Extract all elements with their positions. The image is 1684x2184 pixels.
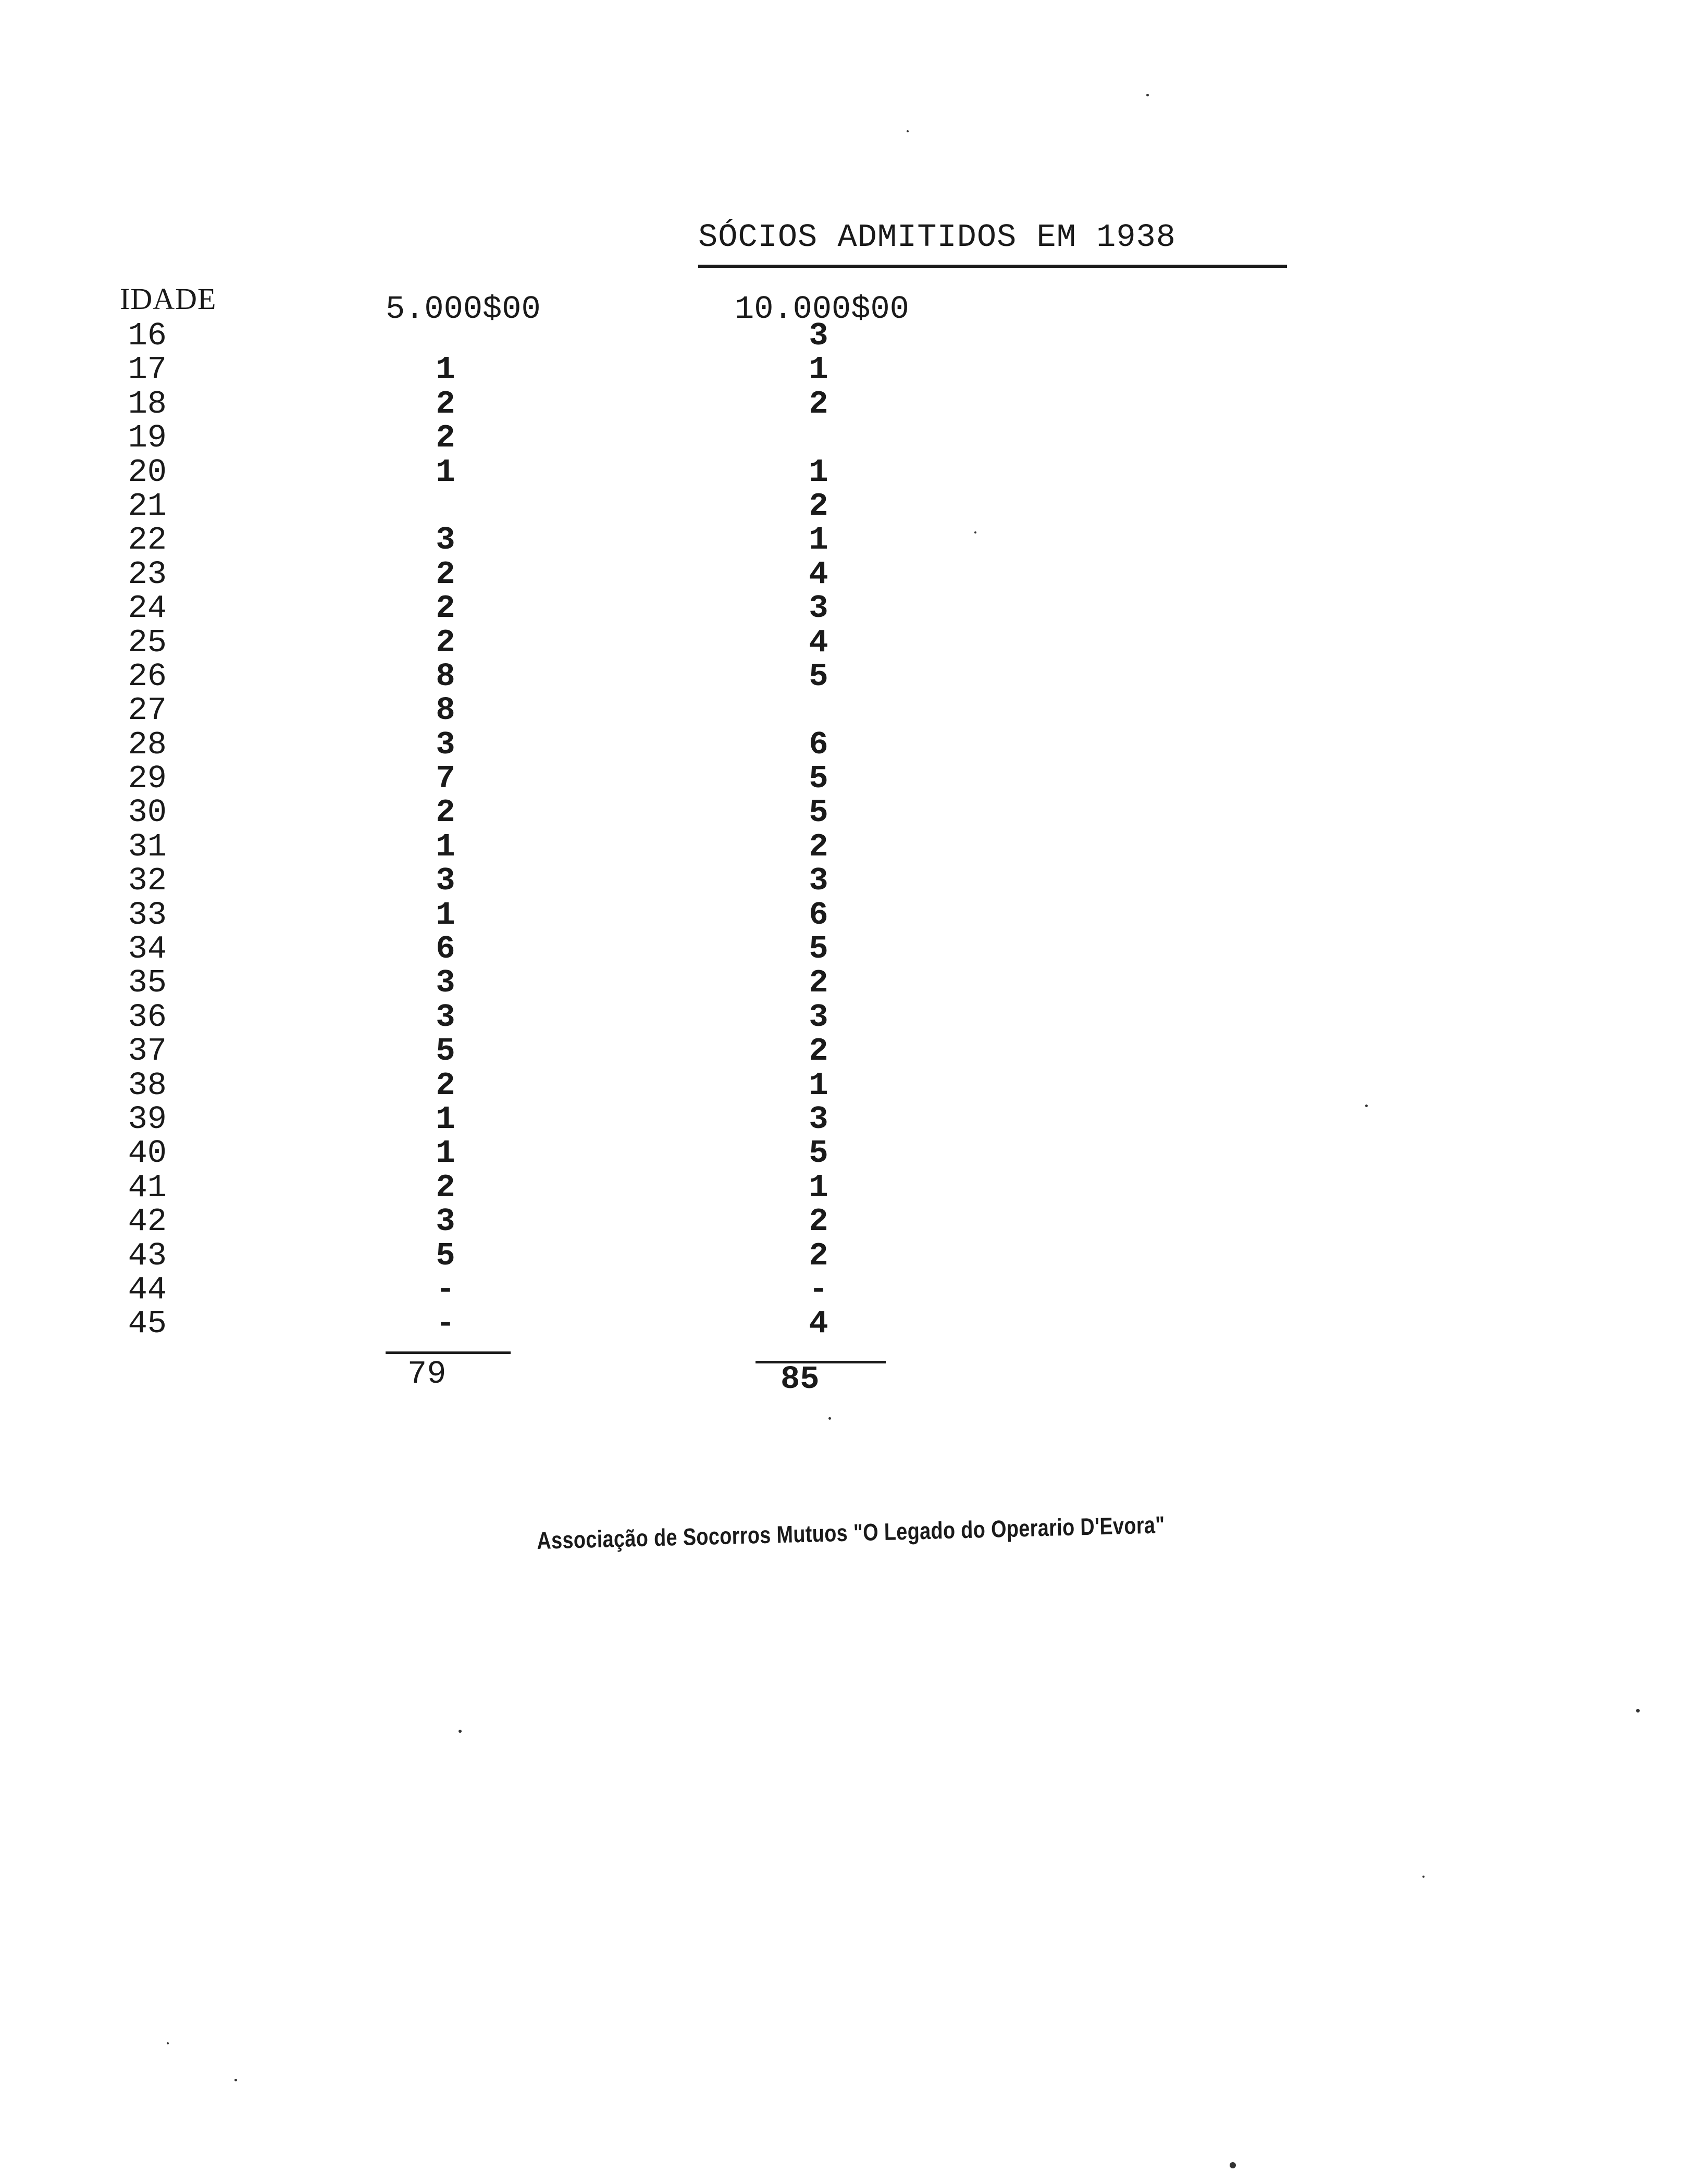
total-10000: 85: [781, 1361, 820, 1398]
age-cell: 42: [128, 1203, 167, 1240]
scan-speck: [1146, 94, 1149, 96]
count-5000-cell: 1: [436, 453, 455, 491]
age-cell: 36: [128, 998, 167, 1036]
count-5000-cell: 2: [436, 794, 455, 832]
count-10000-cell: 4: [809, 555, 828, 593]
count-5000-cell: 1: [436, 351, 455, 389]
age-cell: 37: [128, 1033, 167, 1070]
count-10000-cell: 2: [809, 828, 828, 865]
column-5000-values: [432, 319, 459, 1341]
age-cell: 38: [128, 1066, 167, 1104]
count-5000-cell: 2: [436, 1169, 455, 1206]
count-5000-cell: 3: [436, 1203, 455, 1240]
count-5000-cell: 5: [436, 1033, 455, 1070]
count-5000-cell: 1: [436, 1100, 455, 1138]
age-cell: 18: [128, 385, 167, 423]
count-10000-cell: 4: [809, 1305, 828, 1343]
scan-speck: [167, 2042, 169, 2044]
title-underline: [698, 265, 1287, 268]
count-10000-cell: 3: [809, 590, 828, 627]
age-cell: 20: [128, 453, 167, 491]
age-cell: 23: [128, 555, 167, 593]
count-5000-cell: 2: [436, 624, 455, 661]
age-cell: 28: [128, 726, 167, 763]
count-5000-cell: 8: [436, 657, 455, 695]
count-5000-cell: 2: [436, 419, 455, 457]
count-10000-cell: 1: [809, 351, 828, 389]
count-10000-cell: 5: [809, 930, 828, 968]
count-10000-cell: 6: [809, 726, 828, 763]
age-cell: 26: [128, 657, 167, 695]
age-cell: 40: [128, 1135, 167, 1172]
count-10000-cell: 5: [809, 657, 828, 695]
count-10000-cell: [806, 693, 832, 727]
count-5000-cell: 1: [436, 828, 455, 865]
count-5000-cell: 3: [436, 862, 455, 900]
count-10000-cell: 3: [809, 998, 828, 1036]
age-cell: 31: [128, 828, 167, 865]
age-cell: 16: [128, 317, 167, 354]
count-5000-cell: 3: [436, 964, 455, 1002]
scan-speck: [1422, 1876, 1425, 1878]
age-cell: 30: [128, 794, 167, 832]
count-10000-cell: 3: [809, 1100, 828, 1138]
count-10000-cell: 3: [809, 862, 828, 900]
scan-speck: [234, 2079, 237, 2081]
total-rule-5000: [386, 1351, 511, 1354]
count-10000-cell: 4: [809, 624, 828, 661]
count-10000-cell: 2: [809, 385, 828, 423]
count-10000-cell: 5: [809, 794, 828, 832]
total-5000: 79: [407, 1356, 447, 1393]
association-stamp: Associação de Socorros Mutuos "O Legado do Operario D'Evora": [537, 1511, 1166, 1554]
total-rule-10000: [756, 1361, 886, 1363]
count-5000-cell: 7: [436, 760, 455, 798]
count-5000-cell: 2: [436, 385, 455, 423]
age-cell: 19: [128, 419, 167, 457]
scan-speck: [1230, 2162, 1236, 2168]
scan-speck: [907, 130, 909, 132]
count-5000-cell: 2: [436, 1066, 455, 1104]
age-cell: 22: [128, 522, 167, 559]
count-10000-cell: -: [809, 1271, 828, 1308]
age-cell: 32: [128, 862, 167, 900]
age-column: [104, 319, 167, 1341]
column-10000-values: [806, 319, 832, 1341]
age-cell: 45: [128, 1305, 167, 1343]
count-5000-cell: -: [436, 1305, 455, 1343]
count-10000-cell: 1: [809, 1169, 828, 1206]
age-cell: 25: [128, 624, 167, 661]
age-cell: 44: [128, 1271, 167, 1308]
count-10000-cell: 1: [809, 453, 828, 491]
column-header-5000: 5.000$00: [386, 291, 541, 328]
count-10000-cell: 2: [809, 964, 828, 1002]
count-10000-cell: 5: [809, 760, 828, 798]
age-cell: 41: [128, 1169, 167, 1206]
age-cell: 27: [128, 692, 167, 729]
count-10000-cell: 2: [809, 1203, 828, 1240]
count-5000-cell: 1: [436, 1135, 455, 1172]
count-5000-cell: 2: [436, 590, 455, 627]
scan-speck: [459, 1730, 462, 1733]
column-header-age: IDADE: [120, 282, 217, 316]
count-10000-cell: 3: [809, 317, 828, 354]
age-cell: 39: [128, 1100, 167, 1138]
age-cell: 35: [128, 964, 167, 1002]
column-header-10000: 10.000$00: [735, 291, 909, 328]
count-10000-cell: [806, 421, 832, 455]
age-cell: 34: [128, 930, 167, 968]
age-cell: 33: [128, 896, 167, 934]
page-title: SÓCIOS ADMITIDOS EM 1938: [698, 219, 1176, 256]
count-10000-cell: 2: [809, 1033, 828, 1070]
scan-speck: [1365, 1105, 1368, 1107]
scan-speck: [974, 531, 976, 533]
count-5000-cell: 6: [436, 930, 455, 968]
count-5000-cell: 3: [436, 726, 455, 763]
count-5000-cell: 3: [436, 998, 455, 1036]
count-10000-cell: 5: [809, 1135, 828, 1172]
count-5000-cell: -: [436, 1271, 455, 1308]
count-5000-cell: 8: [436, 692, 455, 729]
age-cell: 17: [128, 351, 167, 389]
scan-speck: [1636, 1709, 1640, 1713]
age-cell: 24: [128, 590, 167, 627]
count-5000-cell: 2: [436, 555, 455, 593]
count-5000-cell: [432, 319, 459, 353]
count-10000-cell: 1: [809, 1066, 828, 1104]
scan-speck: [828, 1417, 831, 1420]
count-10000-cell: 2: [809, 1237, 828, 1274]
age-cell: 43: [128, 1237, 167, 1274]
count-5000-cell: [432, 489, 459, 523]
count-5000-cell: 1: [436, 896, 455, 934]
count-5000-cell: 3: [436, 522, 455, 559]
count-5000-cell: 5: [436, 1237, 455, 1274]
count-10000-cell: 1: [809, 522, 828, 559]
age-cell: 21: [128, 487, 167, 525]
count-10000-cell: 6: [809, 896, 828, 934]
age-cell: 29: [128, 760, 167, 798]
count-10000-cell: 2: [809, 487, 828, 525]
